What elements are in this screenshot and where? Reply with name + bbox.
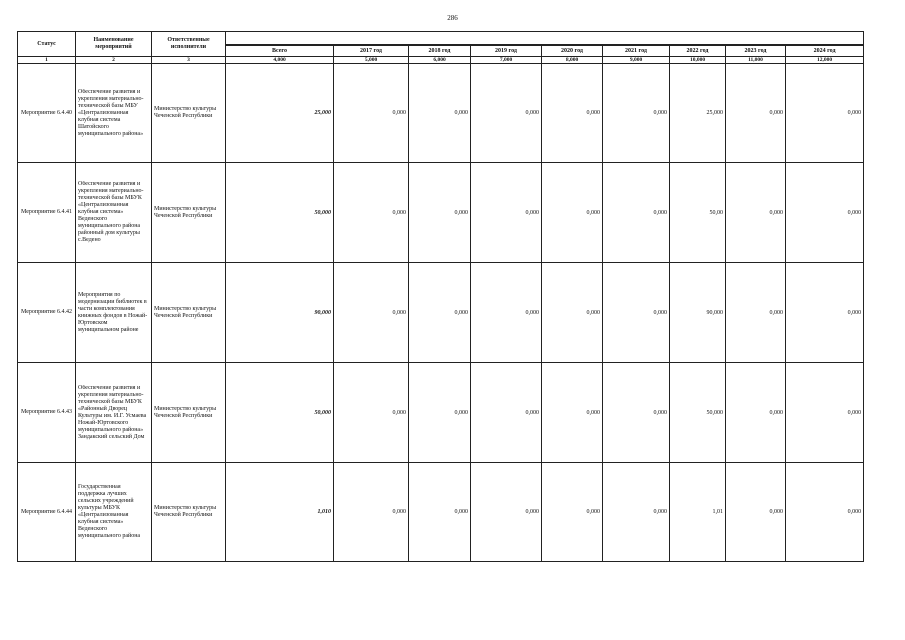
- row-name: Обеспечение развития и укрепления материально-технической базы МБУ «Централизованная клубная система Шатойского муниципального района»: [78, 88, 144, 137]
- row-year-value: 1,01: [670, 463, 726, 562]
- header-year: 2023 год: [726, 46, 786, 57]
- header-status: Статус: [18, 32, 76, 57]
- row-name: Государственная поддержка лучших сельских учреждений культуры МБУК «Централизованная клубная система» Веденского муниципального района: [78, 484, 141, 539]
- header-funding-group: [226, 32, 864, 45]
- row-year-value: 0,000: [603, 363, 670, 463]
- row-year-value: 0,000: [786, 263, 864, 363]
- row-year-value: 0,000: [334, 64, 409, 163]
- row-total: 25,000: [226, 64, 334, 163]
- row-year-value: 0,000: [603, 64, 670, 163]
- row-total: 50,000: [226, 163, 334, 263]
- row-year-value: 0,000: [471, 64, 542, 163]
- column-number: 9,000: [603, 57, 670, 64]
- row-year-value: 0,000: [726, 463, 786, 562]
- row-year-value: 0,000: [542, 163, 603, 263]
- row-name-cell: [76, 463, 152, 562]
- header-year: 2017 год: [334, 46, 409, 57]
- header-year: 2024 год: [786, 46, 864, 57]
- row-executors: Министерство культуры Чеченской Республики: [152, 64, 226, 163]
- row-year-value: 0,000: [726, 363, 786, 463]
- column-number: 7,000: [471, 57, 542, 64]
- column-number: 3: [152, 57, 226, 64]
- row-year-value: 0,000: [603, 463, 670, 562]
- row-name-cell: [76, 163, 152, 263]
- row-total: 1,010: [226, 463, 334, 562]
- row-year-value: 25,000: [670, 64, 726, 163]
- row-status: Мероприятие 6.4.40: [18, 64, 76, 163]
- header-year: 2019 год: [471, 46, 542, 57]
- row-year-value: 0,000: [603, 163, 670, 263]
- row-name: Обеспечение развития и укрепления материально-технической базы МБУК «Централизованная клубная система» Веденского муниципального района районный дом культуры с.Ведено: [78, 181, 144, 243]
- row-year-value: 0,000: [409, 163, 471, 263]
- table-row: [18, 363, 864, 463]
- header-name: Наименование мероприятий: [76, 32, 152, 57]
- row-total: 90,000: [226, 263, 334, 363]
- row-status: Мероприятие 6.4.43: [18, 363, 76, 463]
- row-year-value: 0,000: [786, 64, 864, 163]
- table-row: [18, 463, 864, 562]
- row-year-value: 0,000: [334, 263, 409, 363]
- table-row: [18, 263, 864, 363]
- row-total: 50,000: [226, 363, 334, 463]
- row-year-value: 0,000: [409, 363, 471, 463]
- column-number: 2: [76, 57, 152, 64]
- row-name-cell: [76, 263, 152, 363]
- row-year-value: 0,000: [726, 163, 786, 263]
- row-year-value: 90,000: [670, 263, 726, 363]
- row-year-value: 0,000: [603, 263, 670, 363]
- column-number: 5,000: [334, 57, 409, 64]
- row-year-value: 0,000: [334, 163, 409, 263]
- row-executors: Министерство культуры Чеченской Республики: [152, 363, 226, 463]
- row-executors: Министерство культуры Чеченской Республики: [152, 463, 226, 562]
- row-status: Мероприятие 6.4.44: [18, 463, 76, 562]
- table-row: [18, 163, 864, 263]
- row-year-value: 0,000: [334, 463, 409, 562]
- row-year-value: 0,000: [409, 463, 471, 562]
- row-year-value: 0,000: [542, 263, 603, 363]
- header-executors: Ответственные исполнители: [152, 32, 226, 57]
- header-year: 2022 год: [670, 46, 726, 57]
- row-year-value: 0,000: [471, 163, 542, 263]
- table-row: [18, 64, 864, 163]
- row-year-value: 0,000: [726, 263, 786, 363]
- row-name: Обеспечение развития и укрепления материально-технической базы МБУК «Районный Дворец Культуры им. И.Г. Усмаева Ножай-Юртовского муниципального района» Зандакский сельский Дом: [78, 384, 147, 440]
- row-year-value: 0,000: [786, 463, 864, 562]
- row-name: Мероприятия по модернизации библиотек в части комплектования книжных фондов в Ножай-Юртовском муниципальном районе: [78, 291, 148, 333]
- header-year: 2018 год: [409, 46, 471, 57]
- row-year-value: 0,000: [471, 263, 542, 363]
- row-year-value: 50,00: [670, 163, 726, 263]
- row-year-value: 0,000: [409, 263, 471, 363]
- header-year: 2021 год: [603, 46, 670, 57]
- row-year-value: 0,000: [542, 363, 603, 463]
- header-year: 2020 год: [542, 46, 603, 57]
- header-total: Всего: [226, 46, 334, 57]
- column-number: 11,000: [726, 57, 786, 64]
- column-number: 1: [18, 57, 76, 64]
- row-name-cell: [76, 64, 152, 163]
- page-number: 286: [447, 14, 458, 22]
- row-year-value: 50,000: [670, 363, 726, 463]
- row-executors: Министерство культуры Чеченской Республики: [152, 263, 226, 363]
- column-number: 8,000: [542, 57, 603, 64]
- row-executors: Министерство культуры Чеченской Республики: [152, 163, 226, 263]
- column-number: 10,000: [670, 57, 726, 64]
- row-year-value: 0,000: [786, 363, 864, 463]
- row-year-value: 0,000: [334, 363, 409, 463]
- row-year-value: 0,000: [471, 463, 542, 562]
- column-number: 4,000: [226, 57, 334, 64]
- row-status: Мероприятие 6.4.42: [18, 263, 76, 363]
- row-year-value: 0,000: [726, 64, 786, 163]
- row-year-value: 0,000: [786, 163, 864, 263]
- row-name-cell: [76, 363, 152, 463]
- row-status: Мероприятие 6.4.41: [18, 163, 76, 263]
- column-number: 6,000: [409, 57, 471, 64]
- row-year-value: 0,000: [542, 463, 603, 562]
- row-year-value: 0,000: [542, 64, 603, 163]
- row-year-value: 0,000: [471, 363, 542, 463]
- row-year-value: 0,000: [409, 64, 471, 163]
- column-number: 12,000: [786, 57, 864, 64]
- measures-table: [17, 31, 864, 562]
